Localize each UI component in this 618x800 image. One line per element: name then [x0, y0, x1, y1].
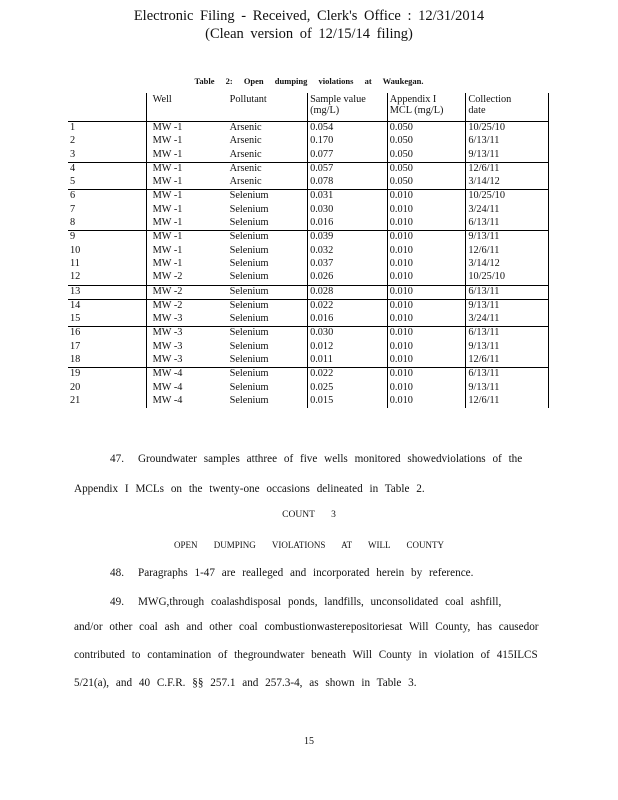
cell-sample-value: 0.015 — [308, 395, 388, 408]
row-index: 1 — [68, 122, 146, 136]
header-sample-value — [308, 93, 388, 122]
table-row — [68, 135, 549, 148]
header-date-line1: Collection — [468, 94, 512, 105]
cell-pollutant: Selenium — [229, 394, 269, 406]
table-caption: Table 2: Open dumping violations at Waukegan. — [194, 76, 424, 86]
cell-mcl: 0.010 — [387, 368, 466, 382]
cell-well: MW -4 — [152, 394, 183, 406]
cell-mcl: 0.010 — [387, 382, 466, 395]
cell-well: MW -1 — [152, 257, 183, 269]
cell-collection-date: 9/13/11 — [466, 382, 549, 395]
row-index: 5 — [68, 176, 146, 190]
cell-mcl: 0.010 — [387, 190, 466, 204]
cell-sample-value: 0.016 — [308, 217, 388, 231]
cell-mcl: 0.010 — [387, 299, 466, 313]
cell-mcl: 0.010 — [387, 354, 466, 368]
cell-well: MW -4 — [152, 381, 183, 393]
cell-collection-date: 12/6/11 — [466, 245, 549, 258]
count-heading: COUNT 3 — [282, 510, 336, 520]
cell-sample-value: 0.011 — [308, 354, 388, 368]
cell-mcl: 0.050 — [387, 122, 466, 136]
cell-sample-value: 0.016 — [308, 313, 388, 327]
cell-sample-value: 0.031 — [308, 190, 388, 204]
violations-table — [68, 93, 549, 408]
cell-pollutant: Arsenic — [229, 135, 262, 147]
cell-sample-value: 0.025 — [308, 382, 388, 395]
paragraph-49-line2: and/or other coal ash and other coal combustionwasterepositoriesat Will County, has causedor — [74, 621, 539, 633]
row-index: 9 — [68, 231, 146, 245]
cell-well: MW -1 — [152, 217, 183, 229]
cell-pollutant: Selenium — [228, 285, 308, 299]
cell-pollutant: Selenium — [229, 271, 269, 283]
cell-well: MW -2 — [146, 299, 228, 313]
cell-well: MW -3 — [152, 313, 183, 325]
cell-well: MW -3 — [152, 354, 183, 366]
cell-mcl: 0.010 — [387, 204, 466, 217]
cell-sample-value: 0.170 — [308, 135, 388, 148]
table-row — [68, 162, 549, 176]
cell-mcl: 0.010 — [387, 341, 466, 354]
cell-well: MW -4 — [146, 368, 228, 382]
cell-pollutant: Selenium — [229, 313, 269, 325]
cell-collection-date: 12/6/11 — [466, 354, 549, 368]
cell-mcl: 0.010 — [387, 258, 466, 271]
paragraph-number: 48. — [110, 567, 124, 579]
table-row — [68, 285, 549, 299]
paragraph-text: Groundwater samples atthree of five wells monitored showedviolations of the — [137, 453, 523, 465]
table-row — [68, 217, 549, 231]
table-row — [68, 149, 549, 163]
filing-stamp-line: Electronic Filing - Received, Clerk's Office : 12/31/2014 — [133, 8, 485, 24]
cell-well: MW -1 — [152, 148, 183, 160]
cell-well: MW -3 — [152, 340, 183, 352]
cell-pollutant: Selenium — [229, 217, 269, 229]
cell-collection-date: 6/13/11 — [466, 327, 549, 341]
row-index: 4 — [68, 162, 146, 176]
table-row — [68, 190, 549, 204]
table-row — [68, 299, 549, 313]
table-row — [68, 382, 549, 395]
cell-mcl: 0.010 — [387, 285, 466, 299]
paragraph-47-line2: Appendix I MCLs on the twenty-one occasions delineated in Table 2. — [74, 483, 425, 495]
cell-mcl: 0.010 — [387, 327, 466, 341]
table-row — [68, 231, 549, 245]
cell-well: MW -2 — [146, 285, 228, 299]
cell-collection-date: 10/25/10 — [466, 122, 549, 136]
cell-pollutant: Arsenic — [228, 162, 308, 176]
cell-sample-value: 0.078 — [308, 176, 388, 190]
cell-collection-date: 12/6/11 — [466, 162, 549, 176]
paragraph-49-line4: 5/21(a), and 40 C.F.R. §§ 257.1 and 257.3-4, as shown in Table 3. — [74, 677, 417, 689]
cell-collection-date: 10/25/10 — [466, 271, 549, 285]
cell-sample-value: 0.032 — [308, 245, 388, 258]
header-collection-date — [466, 93, 549, 122]
cell-sample-value: 0.022 — [308, 368, 388, 382]
cell-pollutant: Selenium — [229, 244, 269, 256]
cell-mcl: 0.050 — [387, 149, 466, 163]
header-mcl — [387, 93, 466, 122]
cell-collection-date: 9/13/11 — [466, 231, 549, 245]
paragraph-47-line1 — [74, 452, 546, 466]
cell-mcl: 0.050 — [387, 176, 466, 190]
section-heading: OPEN DUMPING VIOLATIONS AT WILL COUNTY — [174, 540, 444, 550]
cell-pollutant: Selenium — [228, 368, 308, 382]
table-row — [68, 368, 549, 382]
cell-sample-value: 0.030 — [308, 204, 388, 217]
paragraph-49-line3: contributed to contamination of thegroundwater beneath Will County in violation of 415ILCS — [74, 649, 538, 661]
table-row — [68, 395, 549, 408]
cell-mcl: 0.050 — [387, 162, 466, 176]
cell-well: MW -1 — [152, 244, 183, 256]
paragraph-49-line1 — [74, 595, 546, 609]
cell-pollutant: Arsenic — [229, 176, 262, 188]
cell-collection-date: 12/6/11 — [466, 395, 549, 408]
cell-sample-value: 0.039 — [308, 231, 388, 245]
paragraph-number: 47. — [110, 453, 124, 465]
cell-pollutant: Selenium — [229, 203, 269, 215]
row-index: 17 — [68, 341, 146, 354]
cell-sample-value: 0.057 — [308, 162, 388, 176]
row-index: 14 — [68, 299, 146, 313]
cell-well: MW -1 — [146, 162, 228, 176]
header-sample-line1: Sample value — [310, 94, 366, 105]
cell-pollutant: Selenium — [229, 340, 269, 352]
cell-pollutant: Selenium — [228, 327, 308, 341]
filing-version-line: (Clean version of 12/15/14 filing) — [205, 26, 413, 42]
cell-mcl: 0.010 — [387, 231, 466, 245]
cell-pollutant: Arsenic — [229, 122, 262, 133]
table-header-row — [68, 93, 549, 122]
header-date-line2: date — [468, 105, 486, 116]
cell-pollutant: Selenium — [229, 257, 269, 269]
cell-collection-date: 3/24/11 — [466, 313, 549, 327]
paragraph-number: 49. — [110, 596, 124, 608]
row-index: 15 — [68, 313, 146, 327]
table-row — [68, 313, 549, 327]
cell-mcl: 0.010 — [387, 245, 466, 258]
cell-sample-value: 0.026 — [308, 271, 388, 285]
header-well: Well — [146, 93, 228, 122]
cell-collection-date: 9/13/11 — [466, 341, 549, 354]
cell-sample-value: 0.054 — [308, 122, 388, 136]
row-index: 16 — [68, 327, 146, 341]
row-index: 2 — [68, 135, 146, 148]
filing-header — [0, 7, 618, 43]
cell-well: MW -2 — [152, 271, 183, 283]
cell-pollutant: Arsenic — [229, 148, 262, 160]
table-row — [68, 258, 549, 271]
cell-sample-value: 0.012 — [308, 341, 388, 354]
row-index: 21 — [68, 395, 146, 408]
table-row — [68, 204, 549, 217]
cell-well: MW -1 — [152, 203, 183, 215]
cell-mcl: 0.010 — [387, 271, 466, 285]
header-index — [68, 93, 146, 122]
header-mcl-line1: Appendix I — [389, 94, 437, 105]
cell-mcl: 0.010 — [387, 313, 466, 327]
table-row — [68, 341, 549, 354]
cell-collection-date: 6/13/11 — [466, 368, 549, 382]
paragraph-text: Paragraphs 1-47 are realleged and incorporated herein by reference. — [137, 567, 474, 579]
row-index: 13 — [68, 285, 146, 299]
table-row — [68, 176, 549, 190]
cell-well: MW -1 — [152, 135, 183, 147]
cell-pollutant: Selenium — [228, 299, 308, 313]
cell-sample-value: 0.030 — [308, 327, 388, 341]
header-sample-line2: (mg/L) — [310, 105, 340, 116]
cell-collection-date: 6/13/11 — [466, 135, 549, 148]
cell-collection-date: 9/13/11 — [466, 299, 549, 313]
cell-pollutant: Selenium — [228, 231, 308, 245]
paragraph-48 — [74, 566, 546, 580]
cell-well: MW -1 — [152, 122, 183, 133]
cell-pollutant: Selenium — [229, 354, 269, 366]
cell-collection-date: 9/13/11 — [466, 149, 549, 163]
cell-mcl: 0.010 — [387, 217, 466, 231]
cell-collection-date: 3/14/12 — [466, 258, 549, 271]
cell-collection-date: 3/14/12 — [466, 176, 549, 190]
cell-pollutant: Selenium — [228, 190, 308, 204]
paragraph-text: MWG,through coalashdisposal ponds, landfills, unconsolidated coal ashfill, — [137, 596, 502, 608]
table-row — [68, 354, 549, 368]
row-index: 12 — [68, 271, 146, 285]
cell-collection-date: 10/25/10 — [466, 190, 549, 204]
cell-collection-date: 6/13/11 — [466, 217, 549, 231]
cell-well: MW -3 — [146, 327, 228, 341]
cell-sample-value: 0.028 — [308, 285, 388, 299]
row-index: 19 — [68, 368, 146, 382]
row-index: 3 — [68, 149, 146, 163]
cell-collection-date: 3/24/11 — [466, 204, 549, 217]
header-pollutant: Pollutant — [228, 93, 308, 122]
cell-well: MW -1 — [152, 176, 183, 188]
table-row — [68, 327, 549, 341]
table-row — [68, 271, 549, 285]
cell-mcl: 0.050 — [387, 135, 466, 148]
cell-sample-value: 0.037 — [308, 258, 388, 271]
cell-pollutant: Selenium — [229, 381, 269, 393]
cell-sample-value: 0.022 — [308, 299, 388, 313]
row-index: 18 — [68, 354, 146, 368]
header-mcl-line2: MCL (mg/L) — [389, 105, 444, 116]
row-index: 20 — [68, 382, 146, 395]
table-row — [68, 245, 549, 258]
page-number: 15 — [304, 736, 314, 747]
table-body — [68, 122, 549, 409]
cell-sample-value: 0.077 — [308, 149, 388, 163]
cell-well: MW -1 — [146, 231, 228, 245]
table-row — [68, 122, 549, 136]
row-index: 11 — [68, 258, 146, 271]
row-index: 10 — [68, 245, 146, 258]
cell-collection-date: 6/13/11 — [466, 285, 549, 299]
row-index: 7 — [68, 204, 146, 217]
row-index: 6 — [68, 190, 146, 204]
cell-well: MW -1 — [146, 190, 228, 204]
row-index: 8 — [68, 217, 146, 231]
cell-mcl: 0.010 — [387, 395, 466, 408]
